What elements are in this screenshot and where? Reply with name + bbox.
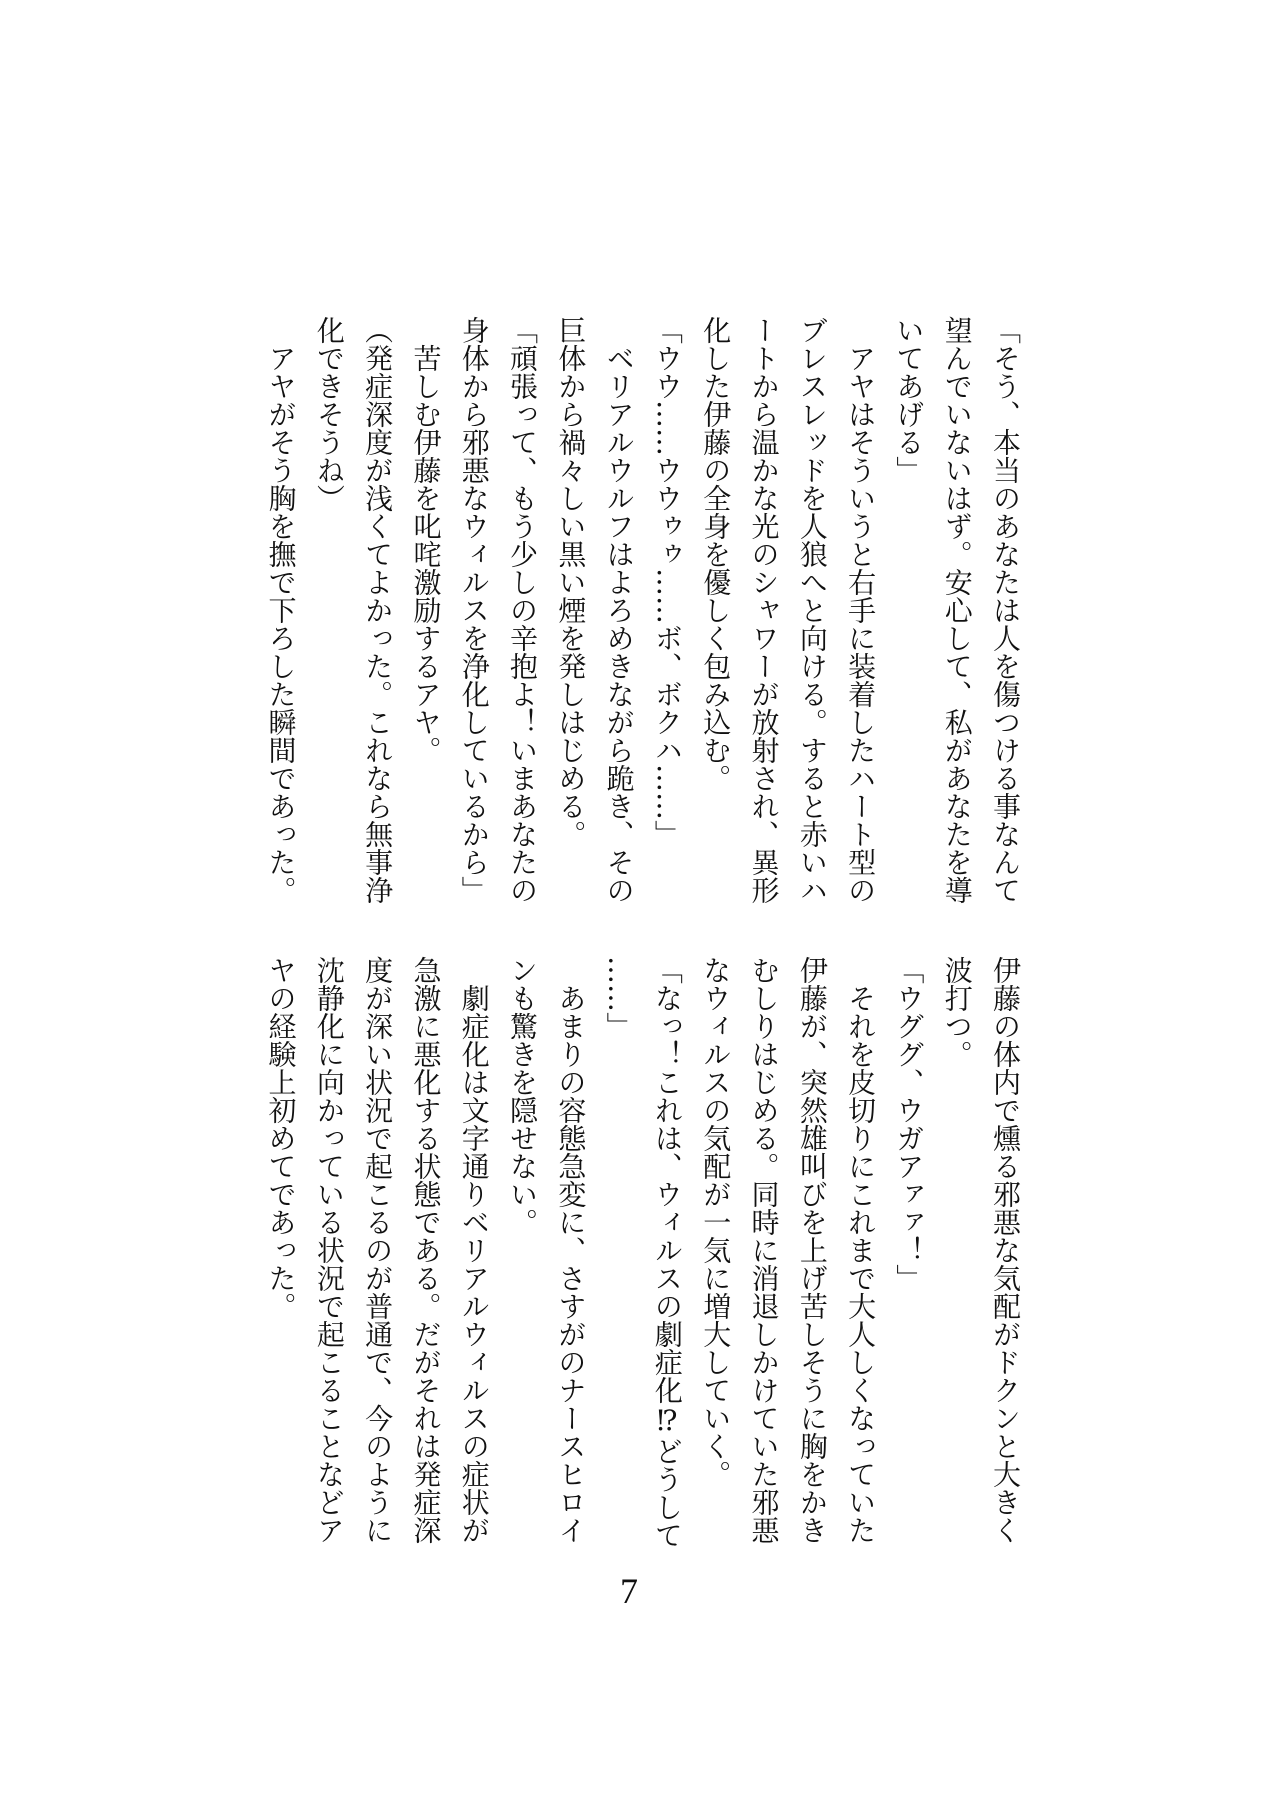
- text-column: ンも驚きを隠せない。: [506, 956, 540, 1236]
- text-column: 「ウウ……ウウゥゥ……ボ、ボクハ……」: [650, 316, 684, 848]
- text-column: 「頑張って、もう少しの辛抱よ！いまあなたの: [506, 316, 540, 904]
- text-column: ブレスレッドを人狼へと向ける。すると赤いハ: [795, 316, 829, 904]
- text-block-top: [256, 316, 1029, 916]
- text-column: 伊藤が、突然雄叫びを上げ苦しそうに胸をかき: [795, 956, 829, 1544]
- text-column: あまりの容態急変に、さすがのナースヒロイ: [554, 956, 588, 1544]
- text-column: むしりはじめる。同時に消退しかけていた邪悪: [747, 956, 781, 1544]
- text-column: 度が深い状況で起こるのが普通で、今のように: [361, 956, 395, 1544]
- text-column: それを皮切りにこれまで大人しくなっていた: [844, 956, 878, 1544]
- text-column: いてあげる」: [892, 316, 926, 484]
- text-block-bottom: [256, 956, 1029, 1556]
- text-column: 波打つ。: [940, 956, 974, 1068]
- text-column: （発症深度が浅くてよかった。これなら無事浄: [361, 316, 395, 904]
- text-column: 身体から邪悪なウィルスを浄化しているから」: [457, 316, 491, 904]
- text-column: ……」: [602, 956, 636, 1040]
- text-column: ートから温かな光のシャワーが放射され、異形: [747, 316, 781, 904]
- text-column: 伊藤の体内で燻る邪悪な気配がドクンと大きく: [989, 956, 1022, 1544]
- text-column: 望んでいないはず。安心して、私があなたを導: [940, 316, 974, 904]
- text-column: 「そう、本当のあなたは人を傷つける事なんて: [989, 316, 1022, 904]
- text-column: 「なっ！これは、ウィルスの劇症化⁉どうして: [650, 956, 684, 1549]
- text-column: ヤの経験上初めてであった。: [264, 956, 298, 1320]
- text-column: 苦しむ伊藤を叱咤激励するアヤ。: [409, 316, 443, 764]
- text-column: 「ウググ、ウガアァァ！」: [892, 956, 926, 1292]
- text-column: 劇症化は文字通りベリアルウィルスの症状が: [457, 956, 491, 1544]
- text-column: 巨体から禍々しい黒い煙を発しはじめる。: [554, 316, 588, 848]
- text-column: 化した伊藤の全身を優しく包み込む。: [699, 316, 733, 792]
- text-column: アヤがそう胸を撫で下ろした瞬間であった。: [264, 316, 298, 904]
- text-column: 化できそうね）: [312, 316, 346, 512]
- text-column: アヤはそういうと右手に装着したハート型の: [844, 316, 878, 904]
- text-column: ベリアルウルフはよろめきながら跪き、その: [602, 316, 636, 904]
- text-column: 沈静化に向かっている状況で起こることなどア: [312, 956, 346, 1544]
- text-column: なウィルスの気配が一気に増大していく。: [699, 956, 733, 1488]
- page-number: 7: [620, 1571, 638, 1611]
- text-column: 急激に悪化する状態である。だがそれは発症深: [409, 956, 443, 1544]
